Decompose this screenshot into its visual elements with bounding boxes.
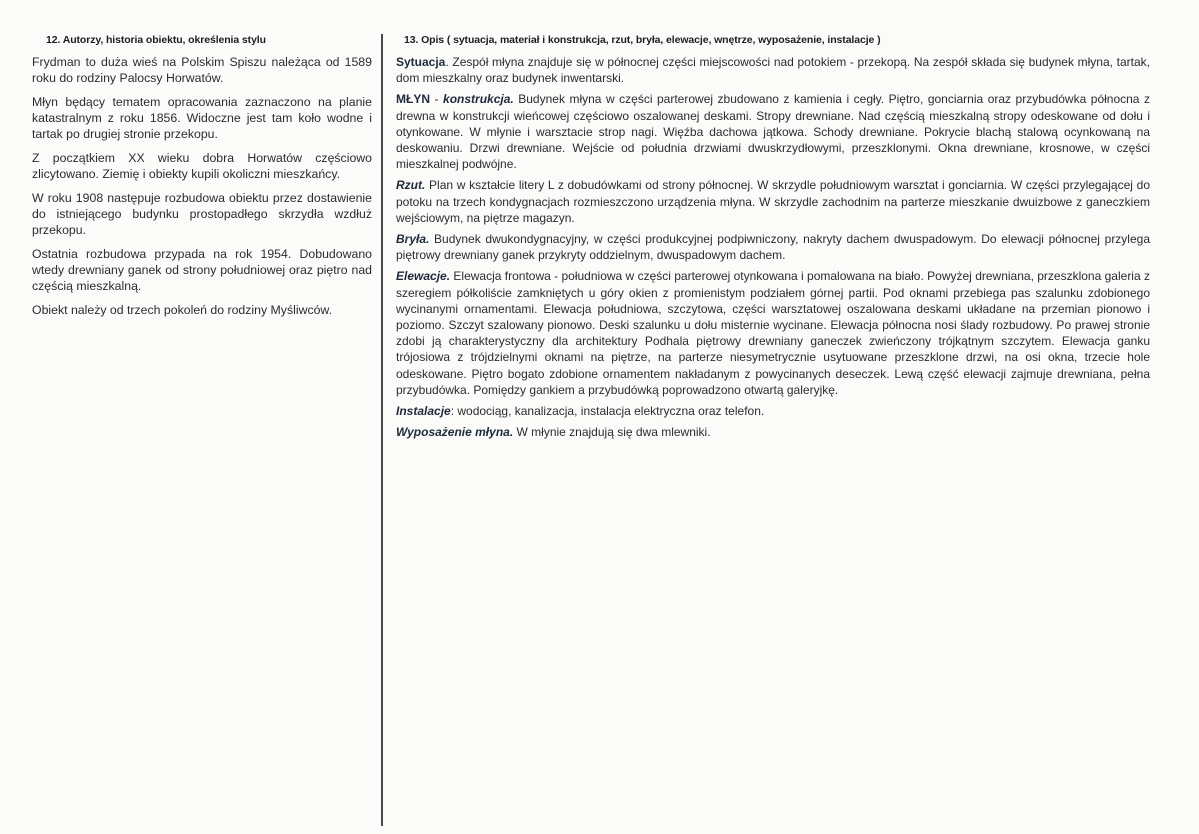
history-paragraph: Frydman to duża wieś na Polskim Spiszu należąca od 1589 roku do rodziny Palocsy Horwatów. xyxy=(32,55,372,85)
elewacje-text: Elewacja frontowa - południowa w części parterowej otynkowana i pomalowana na biało. Powyżej drewniana, przeszklona galeria z szeregiem półkoliście zamkniętych u góry okien z promienistym podziałem górnej partii. Pod oknami przebiega pas szalunku zdobionego wycinanymi ornamentami. Elewacja południowa, szczytowa, części warsztatowej oszalowana deskami układane na przemian pionowo i poziomo. Szczyt szalowany pionowo. Deski szalunku u dołu misternie wycinane. Elewacja północna nosi ślady rozbudowy. Po prawej stronie zdobi ją charakterystyczny dla architektury Podhala piętrowy drewniany ganeczek zwieńczony trójkątnym szczytem. Elewacja ganku trójosiowa z trójdzielnymi oknami na piętrze, na parterze niesymetrycznie usytuowane przeszklone drzwi, na osi okna, trzecie hole odeskowane. Piętro bogato zdobione ornamentem nakładanym z powycinanych deseczek. Lewą część elewacji zajmuje drewniana, pełna przybudówka. Pomiędzy gankiem a przybudówką poprowadzono otwartą galeryjkę. xyxy=(396,269,1150,397)
sytuacja-paragraph xyxy=(396,54,1150,86)
rzut-lead: Rzut. xyxy=(396,178,426,193)
mlyn-separator: - xyxy=(430,92,444,107)
history-paragraph: Ostatnia rozbudowa przypada na rok 1954. Dobudowano wtedy drewniany ganek od strony południowej oraz piętro nad częścią mieszkalną. xyxy=(32,247,372,293)
history-column xyxy=(32,34,372,326)
konstrukcja-lead: konstrukcja. xyxy=(443,92,514,107)
wyposazenie-paragraph xyxy=(396,424,1150,440)
instalacje-paragraph xyxy=(396,403,1150,419)
history-paragraph: Młyn będący tematem opracowania zaznaczono na planie katastralnym z roku 1856. Widoczne jest tam koło wodne i tartak po drugiej stronie przekopu. xyxy=(32,95,372,141)
wyposazenie-lead: Wyposażenie młyna. xyxy=(396,425,514,440)
instalacje-text: : wodociąg, kanalizacja, instalacja elektryczna oraz telefon. xyxy=(450,404,765,419)
mlyn-paragraph xyxy=(396,91,1150,172)
sytuacja-text: . Zespół młyna znajduje się w północnej części miejscowości nad potokiem - przekopą. Na zespół składa się budynek młyna, tartak, dom mieszkalny oraz budynek inwentarski. xyxy=(396,55,1150,86)
history-paragraph: Z początkiem XX wieku dobra Horwatów częściowo zlicytowano. Ziemię i obiekty kupili okoliczni mieszkańcy. xyxy=(32,151,372,181)
history-heading: 12. Autorzy, historia obiektu, określenia stylu xyxy=(46,34,266,46)
wyposazenie-text: W młynie znajdują się dwa mlewniki. xyxy=(513,425,711,440)
history-paragraph: W roku 1908 następuje rozbudowa obiektu przez dostawienie do istniejącego budynku prostopadłego skrzydła wzdłuż przekopu. xyxy=(32,191,372,237)
bryla-paragraph xyxy=(396,231,1150,263)
elewacje-lead: Elewacje. xyxy=(396,269,451,284)
elewacje-paragraph xyxy=(396,268,1150,398)
bryla-text: Budynek dwukondygnacyjny, w części produkcyjnej podpiwniczony, nakryty dachem dwuspadowym. Do elewacji północnej przylega piętrowy drewniany ganek przykryty oddzielnym, dwuspadowym dachem. xyxy=(396,232,1150,263)
description-column xyxy=(396,34,1150,445)
rzut-paragraph xyxy=(396,177,1150,226)
sytuacja-lead: Sytuacja xyxy=(396,55,446,69)
history-paragraph: Obiekt należy od trzech pokoleń do rodziny Myśliwców. xyxy=(32,303,333,317)
column-divider xyxy=(381,34,383,826)
mlyn-text: Budynek młyna w części parterowej zbudowano z kamienia i cegły. Piętro, gonciarnia oraz przybudówka północna z drewna w konstrukcji wieńcowej częściowo oszalowanej deskami. Stropy drewniane. Nad częścią mieszkalną stropy odeskowane od dołu i otynkowane. W młynie i warsztacie strop nagi. Więźba dachowa jątkowa. Schody drewniane. Pokrycie blachą stalową ocynkowaną na deskowaniu. Drzwi drewniane. Wejście od południa drzwiami dwuskrzydłowymi, przeszklonymi. Okna drewniane, krosnowe, w części mieszkalnej podwójne. xyxy=(396,92,1150,172)
mlyn-lead: MŁYN xyxy=(396,92,430,107)
instalacje-lead: Instalacje xyxy=(396,404,451,419)
rzut-text: Plan w kształcie litery L z dobudówkami od strony północnej. W skrzydle południowym warsztat i gonciarnia. W części przylegającej do potoku na trzech kondygnacjach rozmieszczono urządzenia młyna. W skrzydle zachodnim na parterze mieszkanie dwuizbowe z ganeczkiem wejściowym, na piętrze magazyn. xyxy=(396,178,1150,225)
bryla-lead: Bryła. xyxy=(396,232,430,247)
description-heading: 13. Opis ( sytuacja, materiał i konstrukcja, rzut, bryła, elewacje, wnętrze, wyposażenie, instalacje ) xyxy=(404,34,881,46)
